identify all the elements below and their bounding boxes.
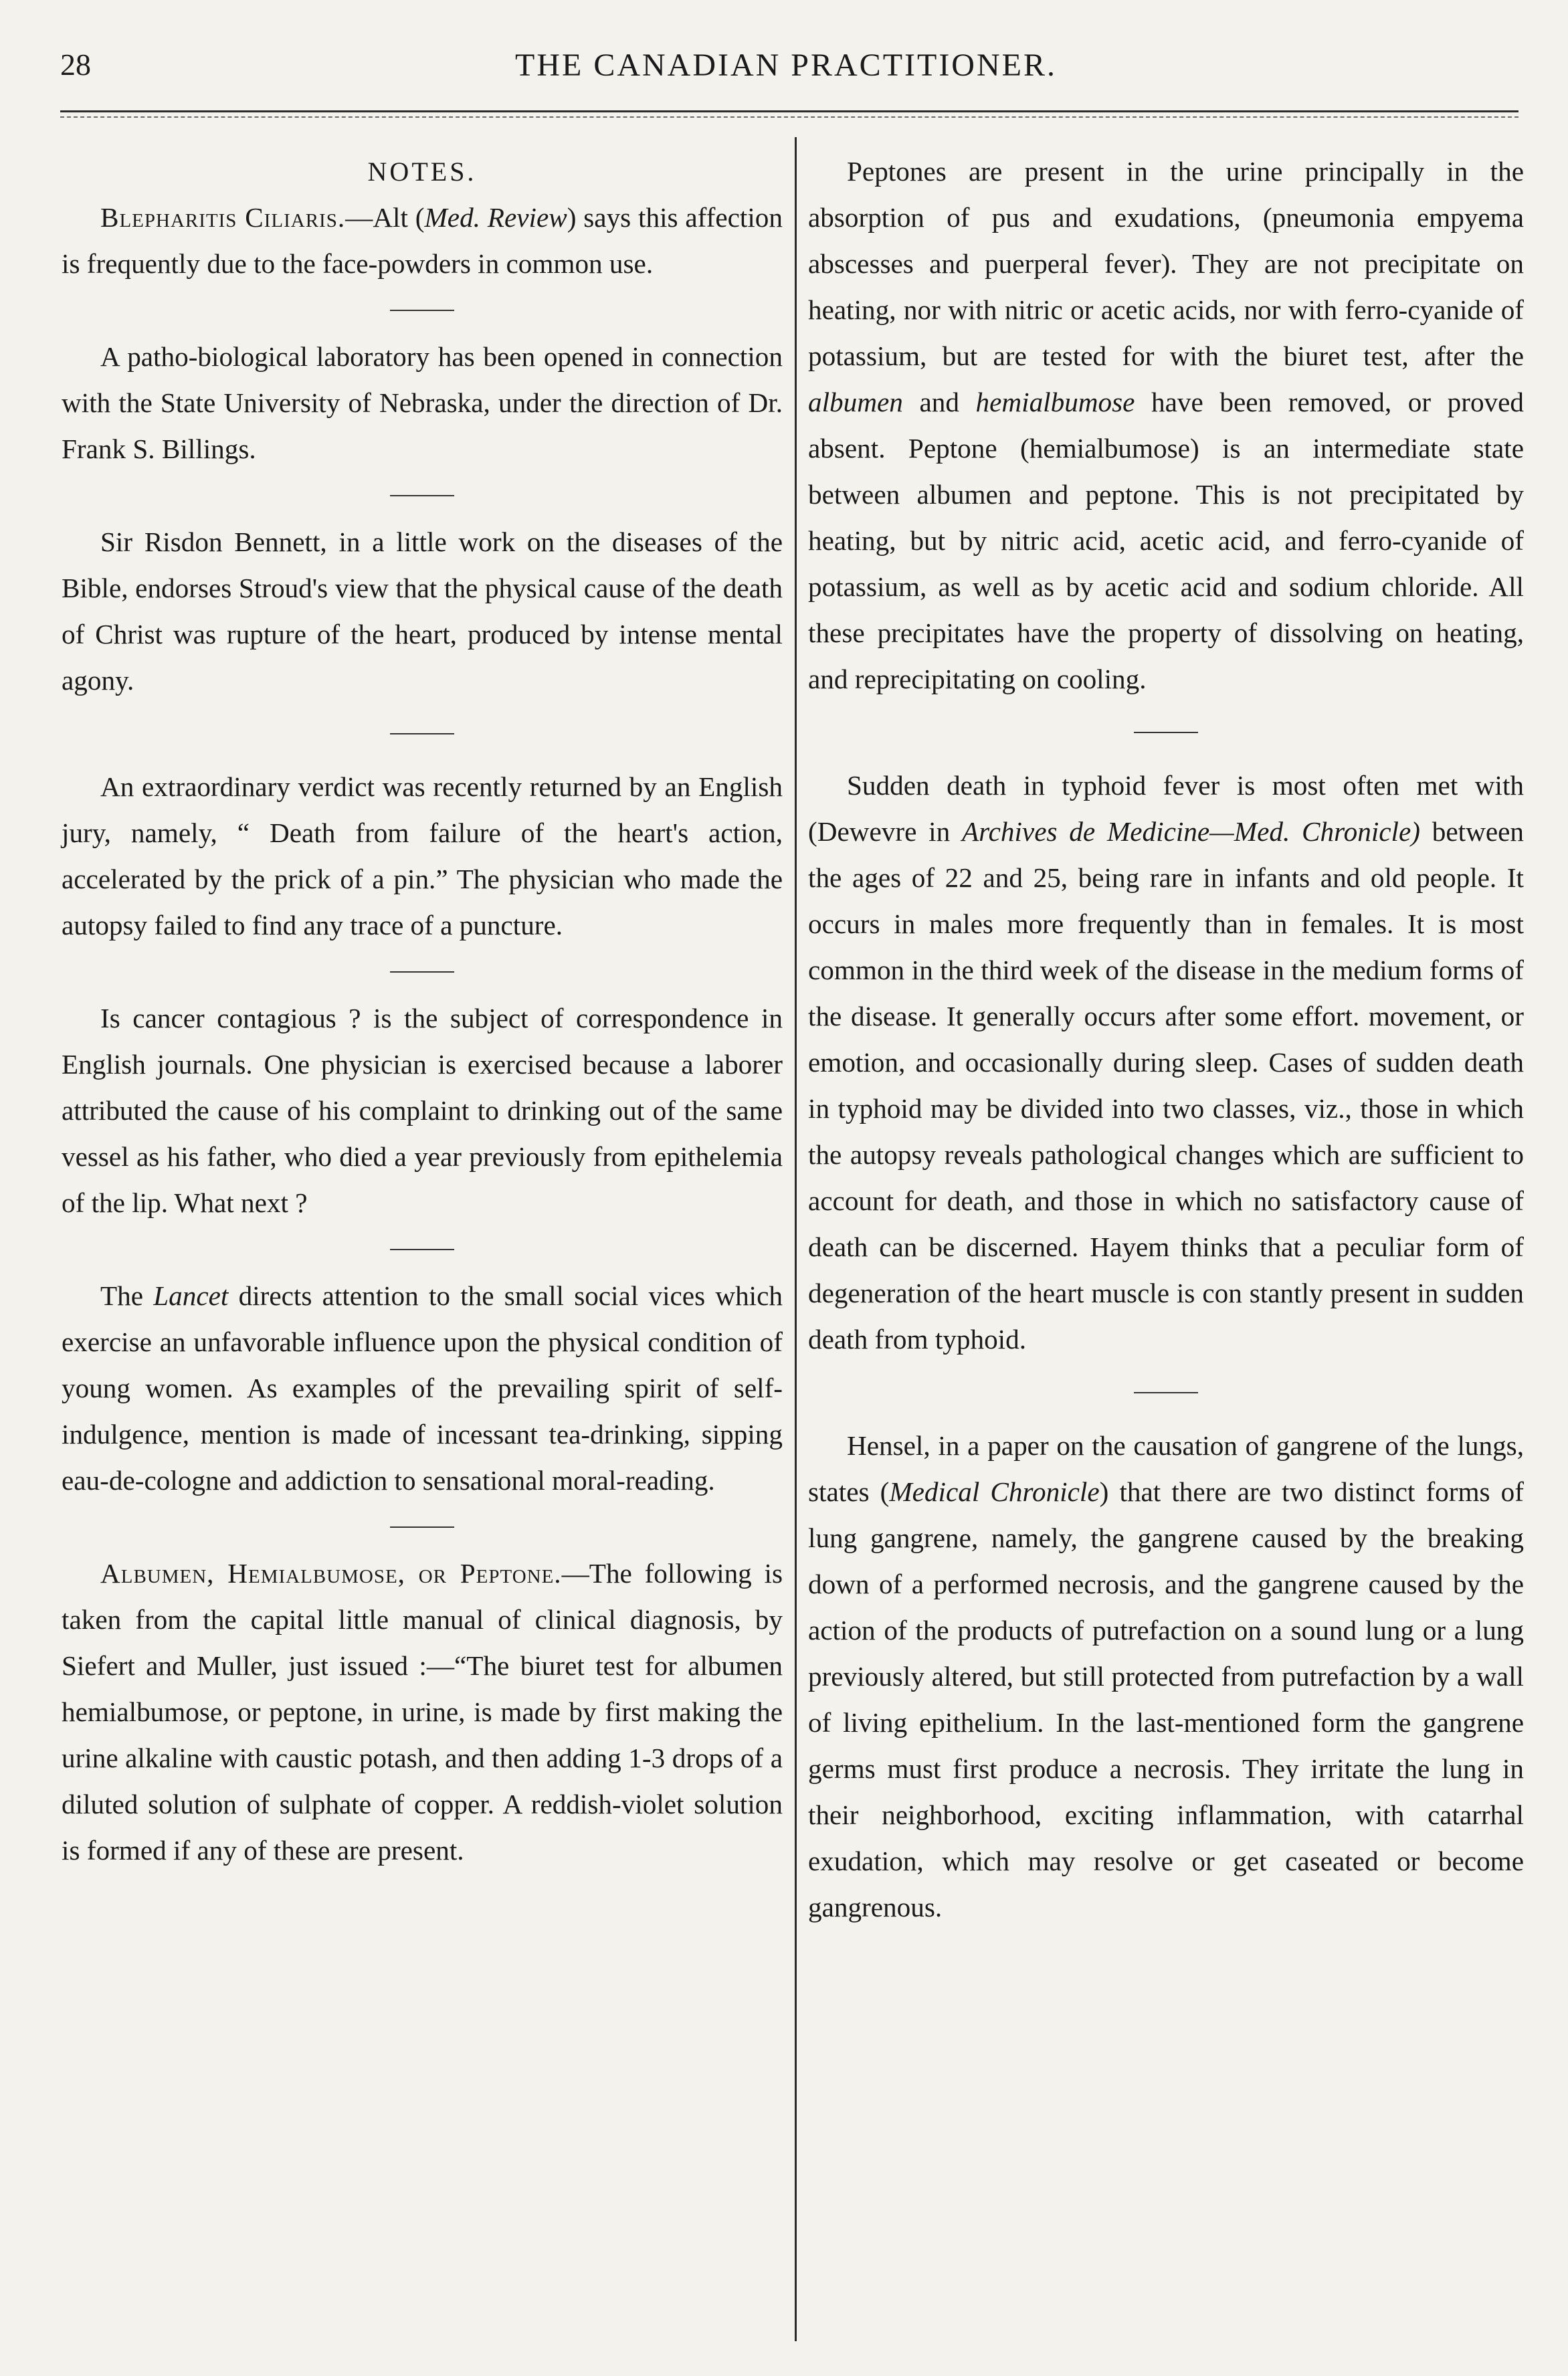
section-divider	[1134, 1392, 1198, 1393]
section-divider	[390, 1526, 454, 1528]
lead-in-heading: Blepharitis Ciliaris.	[100, 202, 346, 233]
paragraph-hensel	[808, 1423, 1524, 1931]
paragraph-bennett: Sir Risdon Bennett, in a little work on the diseases of the Bible, endorses Stroud's view that the physical cause of the death of Christ was rupture of the heart, produced by intense mental agony.	[62, 526, 783, 696]
left-column	[62, 148, 783, 1874]
header-rule-dashed	[60, 116, 1518, 118]
paragraph-cancer: Is cancer contagious ? is the subject of correspondence in English journals. One physician is exercised because a laborer attributed the cause of his complaint to drinking out of the same vessel as his father, who died a year previously from epithelemia of the lip. What next ?	[62, 1003, 783, 1218]
paragraph-text: Peptones are present in the urine principally in the absorption of pus and exudations, (pneumonia empyema abscesses and puerperal fever). They are not precipitate on heating, nor with nitric or acetic acids, nor with ferro-cyanide of potassium, but are tested for with the biuret test, after the	[808, 156, 1524, 371]
section-divider	[390, 495, 454, 496]
running-title: THE CANADIAN PRACTITIONER.	[515, 47, 1057, 83]
paragraph-text: and	[902, 387, 976, 417]
lead-in-heading: Albumen, Hemialbumose, or Peptone.	[100, 1558, 562, 1589]
header-rule	[60, 110, 1518, 112]
italic-term: albumen	[808, 387, 903, 417]
section-divider	[1134, 732, 1198, 733]
italic-term: hemialbumose	[975, 387, 1135, 417]
section-divider	[390, 733, 454, 734]
paragraph-albumen	[62, 1551, 783, 1874]
citation: Lancet	[153, 1280, 229, 1311]
section-divider	[390, 971, 454, 973]
section-divider	[390, 1249, 454, 1250]
section-heading: NOTES.	[367, 157, 477, 187]
right-column	[808, 148, 1524, 1931]
paragraph-laboratory: A patho-biological laboratory has been opened in connection with the State University of Nebraska, under the direction of Dr. Frank S. Billings.	[62, 341, 783, 464]
paragraph-blepharitis	[62, 195, 783, 287]
paragraph-text: The	[100, 1280, 154, 1311]
section-divider	[390, 310, 454, 311]
paragraph-text: Hensel, in a paper on the causation of gangrene of the lungs, states (	[808, 1430, 1524, 1507]
paragraph-verdict: An extraordinary verdict was recently returned by an English jury, namely, “ Death from failure of the heart's action, accelerated by the prick of a pin.” The physician who made the autopsy failed to find any trace of a puncture.	[62, 771, 783, 941]
citation: Archives de Medicine—Med. Chronicle)	[961, 816, 1420, 847]
column-divider	[795, 137, 797, 2341]
page-header	[60, 47, 1512, 100]
paragraph-text: directs attention to the small social vices which exercise an unfavorable influence upon the physical condition of young women. As examples of the prevailing spirit of self-indulgence, mention is made of incessant tea-drinking, sipping eau-de-cologne and addiction to sensational moral-reading.	[62, 1280, 783, 1496]
paragraph-peptones	[808, 148, 1524, 702]
citation: Medical Chronicle	[889, 1476, 1100, 1507]
paragraph-text: Sudden death in typhoid fever is most often met with (Dewevre in	[808, 770, 1524, 847]
paragraph-text: ) says this affection is frequently due to the face-powders in common use.	[62, 202, 783, 279]
paragraph-text: ) that there are two distinct forms of lung gangrene, namely, the gangrene caused by the breaking down of a performed necrosis, and the gangrene caused by the action of the products of putrefaction on a sound lung or a lung previously altered, but still protected from putrefaction by a wall of living epithelium. In the last-mentioned form the gangrene germs must first produce a necrosis. They irritate the lung in their neighborhood, exciting inflammation, with catarrhal exudation, which may resolve or get caseated or become gangrenous.	[808, 1476, 1524, 1922]
citation: Med. Review	[424, 202, 567, 233]
paragraph-typhoid	[808, 763, 1524, 1363]
page-number: 28	[60, 47, 91, 82]
paragraph-text: —Alt (	[345, 202, 425, 233]
paragraph-text: between the ages of 22 and 25, being rare in infants and old people. It occurs in males more frequently than in females. It is most common in the third week of the disease in the medium forms of the disease. It generally occurs after some effort. movement, or emotion, and occasionally during sleep. Cases of sudden death in typhoid may be divided into two classes, viz., those in which the autopsy reveals pathological changes which are sufficient to account for death, and those in which no satisfactory cause of death can be discerned. Hayem thinks that a peculiar form of degeneration of the heart muscle is con stantly present in sudden death from typhoid.	[808, 816, 1524, 1355]
paragraph-lancet	[62, 1273, 783, 1504]
paragraph-text: have been removed, or proved absent. Peptone (hemialbumose) is an intermediate state between albumen and peptone. This is not precipitated by heating, but by nitric acid, acetic acid, and ferro-cyanide of potassium, as well as by acetic acid and sodium chloride. All these precipitates have the property of dissolving on heating, and reprecipitating on cooling.	[808, 387, 1525, 694]
paragraph-text: —The following is taken from the capital little manual of clinical diagnosis, by Siefert and Muller, just issued :—“The biuret test for albumen hemialbumose, or peptone, in urine, is made by first making the urine alkaline with caustic potash, and then adding 1-3 drops of a diluted solution of sulphate of copper. A reddish-violet solution is formed if any of these are present.	[62, 1558, 783, 1866]
